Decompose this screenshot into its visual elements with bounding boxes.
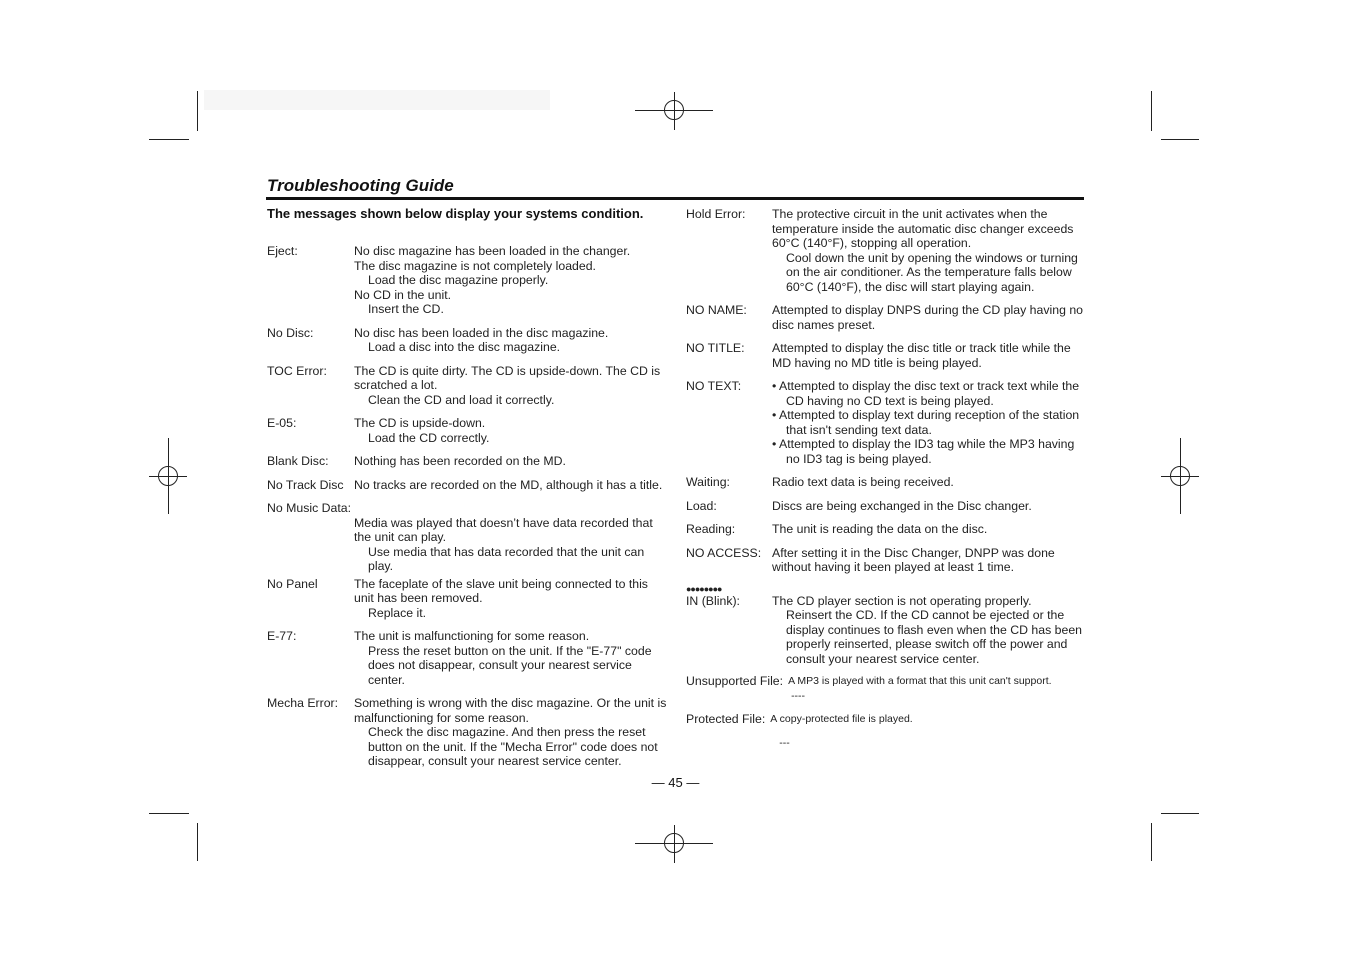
message-term: E-77: [267,629,297,643]
message-term: E-05: [267,416,297,430]
crop-mark [197,91,198,131]
message-entry [686,712,1086,750]
message-term: Unsupported File: [686,674,784,688]
message-description [772,522,1086,537]
message-description [354,629,667,687]
cause-text: After setting it in the Disc Changer, DNPP was done without having it been played at least 1 time. [772,545,1055,574]
message-description [772,499,1086,514]
message-description [354,478,667,493]
message-entry [686,546,1086,575]
message-entry [686,522,1086,537]
remedy-text: Use media that has data recorded that the unit can play. [368,544,645,573]
cause-text: No disc magazine has been loaded in the changer. [354,244,631,258]
message-entry [267,478,667,493]
remedy-text: Insert the CD. [368,302,444,316]
message-description [772,546,1086,575]
crop-mark [149,813,189,814]
remedy-text: Reinsert the CD. If the CD cannot be ejected or the display continues to flash even when the CD has been properly reinserted, please switch off the power and consult your nearest service center. [786,608,1082,666]
remedy-text: Load the disc magazine properly. [368,273,549,287]
cause-text: Attempted to display the disc title or track title while the MD having no MD title is being played. [772,341,1071,370]
bullet-item: • Attempted to display the ID3 tag while the MP3 having no ID3 tag is being played. [772,437,1075,466]
cause-text: The CD is upside-down. [354,416,486,430]
intro-heading: The messages shown below display your systems condition. [267,206,644,221]
message-term: NO NAME: [686,303,747,317]
message-term: Eject: [267,244,298,258]
bullet-item: • Attempted to display text during reception of the station that isn't sending text data. [772,408,1080,437]
cause-text: The protective circuit in the unit activates when the temperature inside the automatic disc changer exceeds 60°C (140°F), stopping all operation. [772,207,1074,250]
faint-band [204,90,550,110]
message-entry [686,341,1086,370]
message-description [354,577,667,621]
remedy-text: Replace it. [368,605,427,620]
cause-text: The CD is quite dirty. The CD is upside-down. The CD is scratched a lot. [354,363,661,392]
message-term: No Music Data: [267,501,352,515]
message-term: Mecha Error: [267,696,339,710]
registration-circle [664,833,684,853]
page-title: Troubleshooting Guide [267,176,454,195]
cause-text: Attempted to display DNPS during the CD play having no disc names preset. [772,303,1084,332]
crop-mark [197,823,198,861]
cause-text: The disc magazine is not completely loaded. [354,258,596,273]
cause-text: A MP3 is played with a format that this unit can't support. [788,675,1052,687]
message-entry [267,244,667,317]
message-description [354,326,667,355]
message-term: No Track Disc [267,477,344,492]
message-description [788,674,1086,703]
page-number: — 45 — [651,775,700,790]
message-entry [686,303,1086,332]
message-term: Hold Error: [686,207,746,221]
message-term: NO TITLE: [686,341,745,355]
message-entry [267,364,667,408]
dash-placeholder: ---- [791,689,806,702]
message-description [772,207,1086,294]
cause-text: No CD in the unit. [354,287,452,302]
cause-text: Media was played that doesn’t have data recorded that the unit can play. [354,515,653,544]
message-entry [686,379,1086,466]
message-description [772,341,1086,370]
message-entry [686,475,1086,490]
cause-text: Something is wrong with the disc magazine. Or the unit is malfunctioning for some reason. [354,696,667,725]
message-term: NO ACCESS: [686,545,762,560]
remedy-text: Check the disc magazine. And then press the reset button on the unit. If the "Mecha Error" code does not disappear, consult your nearest service center. [368,725,658,768]
message-entry [267,416,667,445]
message-description [354,364,667,408]
message-entry [267,577,667,621]
cause-text: No tracks are recorded on the MD, although it has a title. [354,477,663,492]
message-description [772,594,1086,667]
message-description [770,712,1086,750]
cause-text: Radio text data is being received. [772,475,954,489]
message-term: Reading: [686,522,736,536]
message-entry [267,454,667,469]
message-description [354,454,667,469]
crop-mark [1151,823,1152,861]
bullet-item: • Attempted to display the disc text or track text while the CD having no CD text is being played. [772,379,1080,408]
message-term: Blank Disc: [267,454,329,468]
cause-text: The CD player section is not operating properly. [772,593,1032,608]
message-term: TOC Error: [267,363,327,378]
remedy-text: Load a disc into the disc magazine. [368,340,561,354]
message-entry [267,696,667,769]
message-entry [267,326,667,355]
message-entry [267,629,667,687]
cause-text: The unit is reading the data on the disc. [772,522,988,536]
message-description [354,416,667,445]
message-term: Waiting: [686,475,730,489]
message-term: No Panel [267,576,318,591]
remedy-text: Load the CD correctly. [368,430,490,445]
message-entry [686,499,1086,514]
cause-text: No disc has been loaded in the disc magazine. [354,325,609,340]
crop-mark [1151,91,1152,131]
message-description [772,475,1086,490]
message-description [354,696,667,769]
title-rule [266,197,1084,200]
message-description [354,244,667,317]
message-term: Protected File: [686,712,766,726]
right-column [686,207,1086,750]
crop-mark [1161,139,1199,140]
registration-circle [1170,466,1190,486]
message-entry [686,594,1086,667]
left-column [267,244,667,778]
cause-text: Discs are being exchanged in the Disc changer. [772,498,1032,513]
message-term: NO TEXT: [686,379,742,393]
message-term: No Disc: [267,325,314,340]
crop-mark [149,139,189,140]
cause-text: The faceplate of the slave unit being connected to this unit has been removed. [354,576,648,605]
message-entry [686,674,1086,703]
message-entry [686,207,1086,294]
cause-text: A copy-protected file is played. [770,713,913,725]
cause-text: The unit is malfunctioning for some reason. [354,629,590,643]
remedy-text: Cool down the unit by opening the windows or turning on the air conditioner. As the temperature falls below 60°C (140°F), the disc will start playing again. [786,250,1078,294]
message-term: Load: [686,498,717,513]
crop-mark [1161,813,1199,814]
message-term: IN (Blink): [686,593,740,608]
registration-circle [158,466,178,486]
cause-text: Nothing has been recorded on the MD. [354,454,566,468]
message-description [772,379,1086,466]
registration-circle [664,100,684,120]
blink-dots: ●●●●●●●● [686,583,722,594]
remedy-text: Clean the CD and load it correctly. [368,392,555,407]
message-description [267,516,667,574]
message-description [772,303,1086,332]
dash-placeholder: --- [779,736,790,749]
remedy-text: Press the reset button on the unit. If the "E-77" code does not disappear, consult your nearest service center. [368,643,652,687]
